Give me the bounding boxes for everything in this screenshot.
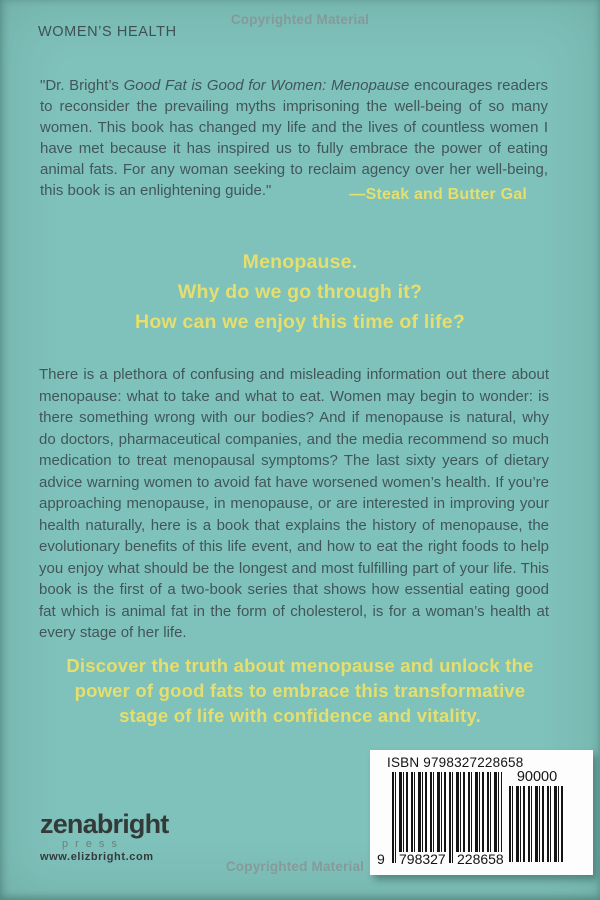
endorsement-quote — [40, 75, 548, 201]
barcode-price-code: 90000 — [516, 769, 558, 785]
copyright-banner-bottom: Copyrighted Material — [225, 859, 365, 874]
publisher-name: zenabright — [40, 809, 169, 839]
barcode-digits-left: 798327 — [396, 852, 449, 867]
quote-text-after: encourages readers to reconsider the prevailing myths imprisoning the well-being of so many women. This book has changed my life and the lives of countless women I have met because it has inspired us to fully embrace the power of eating animal fats. For any woman seeking to reclaim agency over her well-being, this book is an enlightening guide." — [40, 77, 548, 199]
barcode-supplement — [509, 786, 565, 862]
barcode-panel — [370, 750, 593, 875]
headline-line-3: How can we enjoy this time of life? — [135, 311, 465, 333]
book-title-italic: Good Fat is Good for Women: Menopause — [123, 77, 410, 94]
cta-paragraph: Discover the truth about menopause and unlock the power of good fats to embrace this transformative stage of life with confidence and vitality. — [66, 655, 534, 726]
isbn-label: ISBN 9798327228658 — [387, 755, 524, 770]
barcode-digit-first: 9 — [377, 851, 385, 867]
headline-line-2: Why do we go through it? — [177, 281, 423, 303]
barcode-digits-right: 228658 — [454, 852, 507, 867]
publisher-subname: press — [62, 838, 124, 850]
quote-attribution: —Steak and Butter Gal — [349, 186, 527, 203]
headline-line-1: Menopause. — [242, 251, 358, 273]
publisher-website: www.elizbright.com — [40, 851, 154, 863]
barcode-main — [392, 772, 502, 863]
quote-text-before: "Dr. Bright’s — [40, 77, 124, 94]
body-paragraph: There is a plethora of confusing and misleading information out there about menopause: what to take and what to eat. Women may begin to wonder: is there something wrong with our bodies? And if menopause is natural, why do doctors, pharmaceutical companies, and the media recommend so much medication to treat menopausal symptoms? The last sixty years of dietary advice warning women to avoid fat have worsened women’s health. If you’re approaching menopause, in menopause, or are interested in improving your health naturally, here is a book that explains the history of menopause, the evolutionary benefits of this life event, and how to eat the right foods to help you enjoy what should be the longest and most fulfilling part of your life. This book is the first of a two-book series that shows how essential eating good fat which is animal fat in the form of cholesterol, is for a woman’s health at every stage of her life. — [39, 366, 549, 641]
headline — [0, 247, 600, 337]
category-label: WOMEN’S HEALTH — [38, 24, 177, 40]
publisher-logo — [40, 810, 200, 864]
copyright-banner-top: Copyrighted Material — [230, 12, 370, 27]
